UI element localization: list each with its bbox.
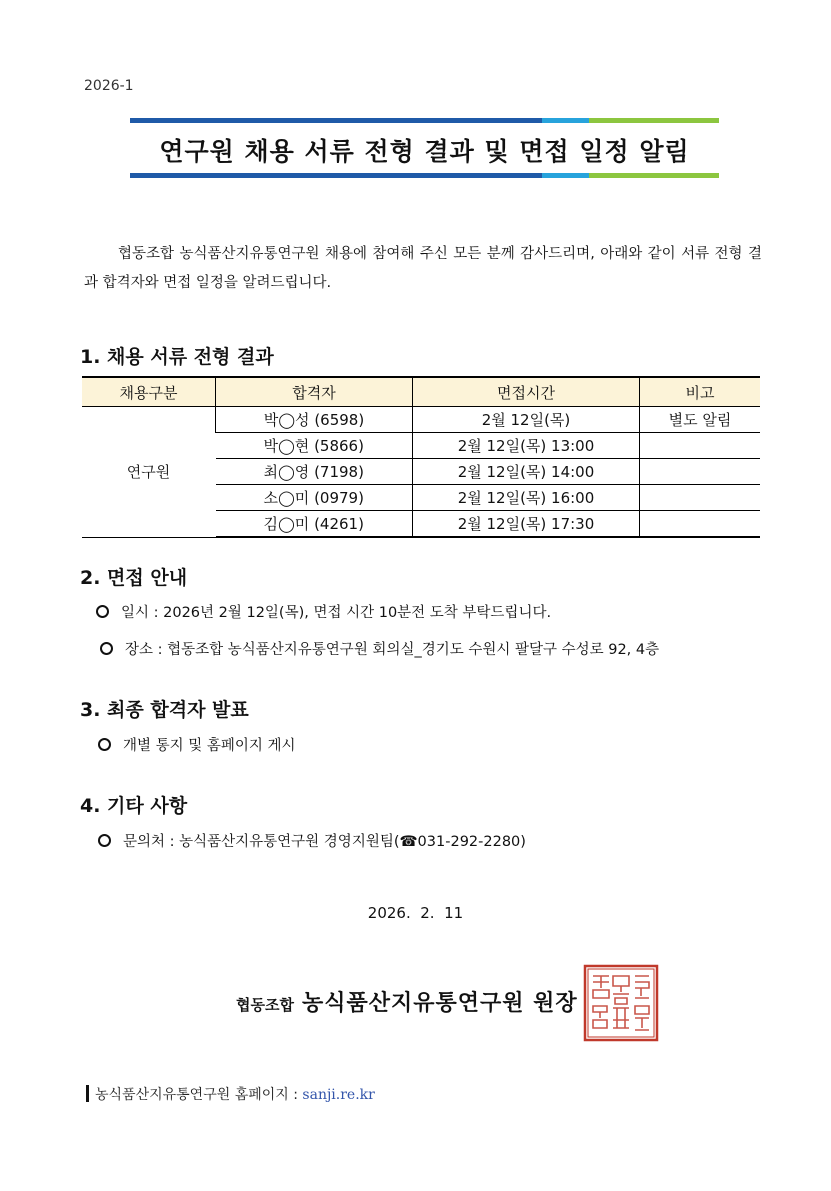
note-cell: [640, 459, 761, 485]
section3-heading: 3. 최종 합격자 발표: [80, 699, 249, 721]
bullet-circle-icon: [100, 642, 113, 655]
section4-heading: 4. 기타 사항: [80, 795, 188, 817]
passer-cell: 최◯영 (7198): [216, 459, 413, 485]
note-cell: [640, 511, 761, 538]
category-cell: 연구원: [82, 407, 216, 538]
footer-label: 농식품산지유통연구원 홈페이지 :: [95, 1087, 298, 1103]
bullet-circle-icon: [96, 605, 109, 618]
time-cell: 2월 12일(목) 16:00: [413, 485, 640, 511]
title-block: [130, 118, 719, 180]
time-cell: 2월 12일(목) 13:00: [413, 433, 640, 459]
homepage-link[interactable]: sanji.re.kr: [302, 1087, 375, 1103]
table-row: [82, 407, 760, 433]
col-header-note: 비고: [640, 377, 761, 407]
page-title: 연구원 채용 서류 전형 결과 및 면접 일정 알림: [159, 137, 690, 166]
bullet-circle-icon: [98, 834, 111, 847]
document-date: 2026. 2. 11: [367, 904, 464, 922]
note-cell: [640, 485, 761, 511]
section1-heading: 1. 채용 서류 전형 결과: [80, 346, 274, 368]
col-header-category: 채용구분: [82, 377, 216, 407]
time-cell: 2월 12일(목) 14:00: [413, 459, 640, 485]
list-item: [96, 601, 551, 622]
passer-cell: 소◯미 (0979): [216, 485, 413, 511]
signer: [236, 986, 578, 1017]
time-cell: 2월 12일(목) 17:30: [413, 511, 640, 538]
note-cell: 별도 알림: [640, 407, 761, 433]
signer-name: 농식품산지유통연구원 원장: [301, 991, 578, 1016]
list-item: [100, 638, 659, 659]
list-item: [98, 734, 296, 755]
list-item-text: 개별 통지 및 홈페이지 게시: [123, 738, 296, 754]
title-bottom-bar: [130, 173, 719, 178]
passer-cell: 김◯미 (4261): [216, 511, 413, 538]
col-header-time: 면접시간: [413, 377, 640, 407]
document-number: 2026-1: [84, 78, 134, 94]
passer-cell: 박◯현 (5866): [216, 433, 413, 459]
intro-paragraph: 협동조합 농식품산지유통연구원 채용에 참여해 주신 모든 분께 감사드리며, 아래와 같이 서류 전형 결과 합격자와 면접 일정을 알려드립니다.: [84, 246, 762, 291]
list-item-text: 장소 : 협동조합 농식품산지유통연구원 회의실_경기도 수원시 팔달구 수성로 92, 4층: [125, 642, 660, 658]
passer-cell: 박◯성 (6598): [216, 407, 413, 433]
signer-org: 협동조합: [236, 996, 294, 1014]
note-cell: [640, 433, 761, 459]
title-top-bar: [130, 118, 719, 123]
table-header-row: [82, 377, 760, 407]
official-seal-icon: [583, 964, 659, 1042]
bullet-circle-icon: [98, 738, 111, 751]
col-header-passer: 합격자: [216, 377, 413, 407]
section2-heading: 2. 면접 안내: [80, 567, 188, 589]
footer-divider: [86, 1085, 89, 1102]
list-item-text: 문의처 : 농식품산지유통연구원 경영지원팀(☎031-292-2280): [123, 834, 526, 850]
time-cell: 2월 12일(목): [413, 407, 640, 433]
results-table: [82, 376, 760, 538]
list-item: [98, 830, 526, 851]
footer: [86, 1084, 375, 1104]
list-item-text: 일시 : 2026년 2월 12일(목), 면접 시간 10분전 도착 부탁드립니다.: [121, 605, 552, 621]
